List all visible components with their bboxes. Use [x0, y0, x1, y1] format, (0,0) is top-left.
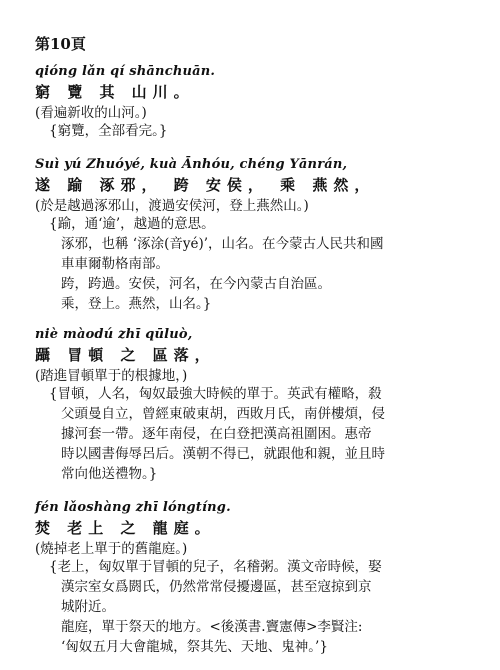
annotation-line: ‘匈奴五月大會龍城，祭其先、天地、鬼神。’}	[61, 639, 328, 655]
verse-section-1	[35, 64, 485, 141]
annotation-line: 涿邪，也稱 ‘涿涂(音yé)’，山名。在今蒙古人民共和國	[61, 236, 384, 252]
annotation-block	[35, 214, 485, 314]
pinyin-line: fén lǎoshàng zhī lóngtíng.	[35, 500, 231, 515]
annotation-line: {踰，通‘逾’，越過的意思。	[49, 216, 215, 232]
pinyin-line: niè màodú zhī qūluò,	[35, 327, 193, 342]
translation-line: (於是越過涿邪山，渡過安侯河，登上燕然山。)	[35, 198, 309, 214]
chinese-line: 窮 覽 其 山川。	[35, 83, 195, 101]
pinyin-line: Suì yú Zhuóyé, kuà Ānhóu, chéng Yānrán,	[35, 157, 348, 172]
annotation-block	[35, 384, 485, 484]
annotation-line: 漢宗室女爲閼氏，仍然常常侵擾邊區，甚至寇掠到京	[61, 579, 372, 595]
translation-line: (燒掉老上單于的舊龍庭。)	[35, 541, 188, 557]
annotation-line: 車車爾勒格南部。	[61, 256, 169, 272]
verse-section-3	[35, 327, 485, 484]
annotation-line: 時以國書侮辱呂后。漢朝不得已，就跟他和親，並且時	[61, 446, 385, 462]
annotation-line: {冒頓，人名，匈奴最強大時候的單于。英武有權略，殺	[49, 386, 382, 402]
annotation-block	[35, 121, 485, 141]
chinese-line: 躡 冒頓 之 區落，	[35, 346, 216, 364]
chinese-line: 遂 踰 涿邪， 跨 安侯， 乘 燕然，	[35, 176, 376, 194]
annotation-line: 父頭曼自立，曾經東破東胡，西敗月氏，南併樓煩，侵	[61, 406, 385, 422]
pinyin-line: qióng lǎn qí shānchuān.	[35, 64, 216, 79]
annotation-line: 常向他送禮物。}	[61, 466, 158, 482]
annotation-line: 據河套一帶。逐年南侵，在白登把漢高祖圍困。惠帝	[61, 426, 372, 442]
verse-section-2	[35, 157, 485, 314]
translation-line: (看遍新收的山河。)	[35, 105, 147, 121]
annotation-block	[35, 557, 485, 657]
annotation-line: 乘，登上。燕然，山名。}	[61, 296, 212, 312]
annotation-line: 龍庭，單于祭天的地方。<後漢書.竇憲傳>李賢注:	[61, 619, 363, 635]
chinese-line: 焚 老上 之 龍庭。	[35, 519, 216, 537]
verse-section-4	[35, 500, 485, 657]
annotation-line: {窮覽，全部看完。}	[49, 123, 168, 139]
annotation-line: 城附近。	[61, 599, 115, 615]
annotation-line: {老上，匈奴單于冒頓的兒子，名稽粥。漢文帝時候，娶	[49, 559, 382, 575]
page-number: 第10頁	[35, 35, 86, 53]
annotation-line: 跨，跨過。安侯，河名，在今內蒙古自治區。	[61, 276, 331, 292]
translation-line: (踏進冒頓單于的根據地，)	[35, 368, 188, 384]
